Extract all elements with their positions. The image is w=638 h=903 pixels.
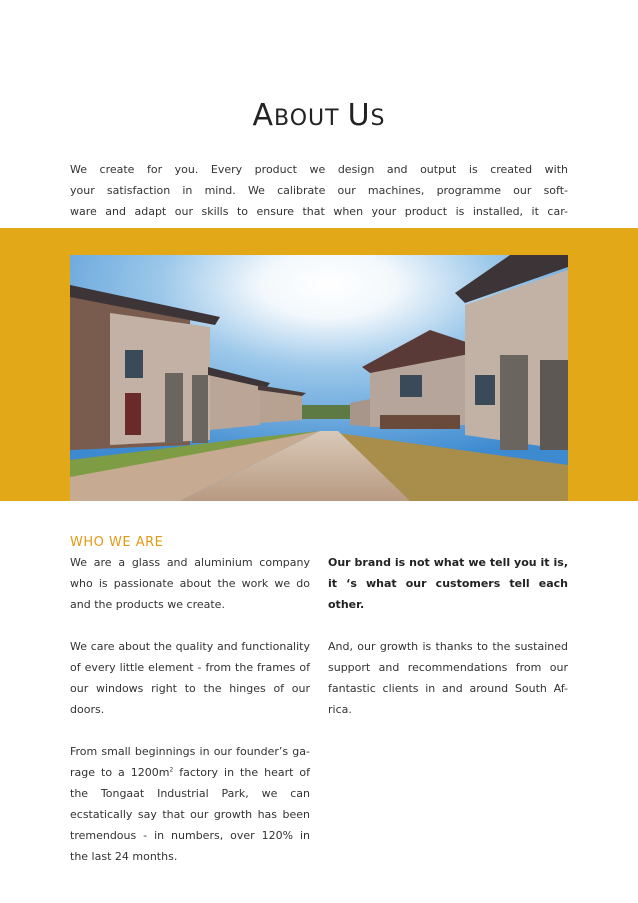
- paragraph: [70, 741, 310, 867]
- title-letter-s: S: [370, 106, 386, 131]
- paragraph-text: factory in the heart of the Tongaat Industrial Park, we can ecstatically say that our growth has been tremendous - in numbers, over 120% in the last 24 months.: [70, 766, 311, 863]
- photo-illustration: [70, 255, 568, 501]
- page-title: [0, 98, 638, 133]
- paragraph: We are a glass and aluminium company who is passionate about the work we do and the products we create.: [70, 556, 310, 611]
- left-column: [70, 552, 310, 888]
- intro-line: your satisfaction in mind. We calibrate our machines, programme our soft-: [70, 184, 568, 197]
- brand-statement: Our brand is not what we tell you it is, it ‘s what our customers tell each other.: [328, 556, 568, 611]
- paragraph: And, our growth is thanks to the sustained support and recommendations from our fantastic clients in and around South Af-rica.: [328, 640, 568, 716]
- housing-estate-photo: [70, 255, 568, 501]
- right-column: [328, 552, 568, 741]
- intro-line: ware and adapt our skills to ensure that when your product is installed, it car-: [70, 205, 568, 218]
- title-word-rest: BOUT: [274, 106, 348, 131]
- paragraph-text: From small beginnings in our founder’s ga-rage to a 1200m: [70, 745, 310, 779]
- superscript: 2: [169, 766, 174, 774]
- section-heading-who-we-are: WHO WE ARE: [70, 535, 164, 550]
- paragraph: We care about the quality and functionality of every little element - from the frames of our windows right to the hinges of our doors.: [70, 640, 310, 716]
- title-letter-u: U: [347, 98, 371, 133]
- title-letter-a: A: [252, 98, 275, 133]
- intro-line: We create for you. Every product we design and output is created with: [70, 163, 568, 176]
